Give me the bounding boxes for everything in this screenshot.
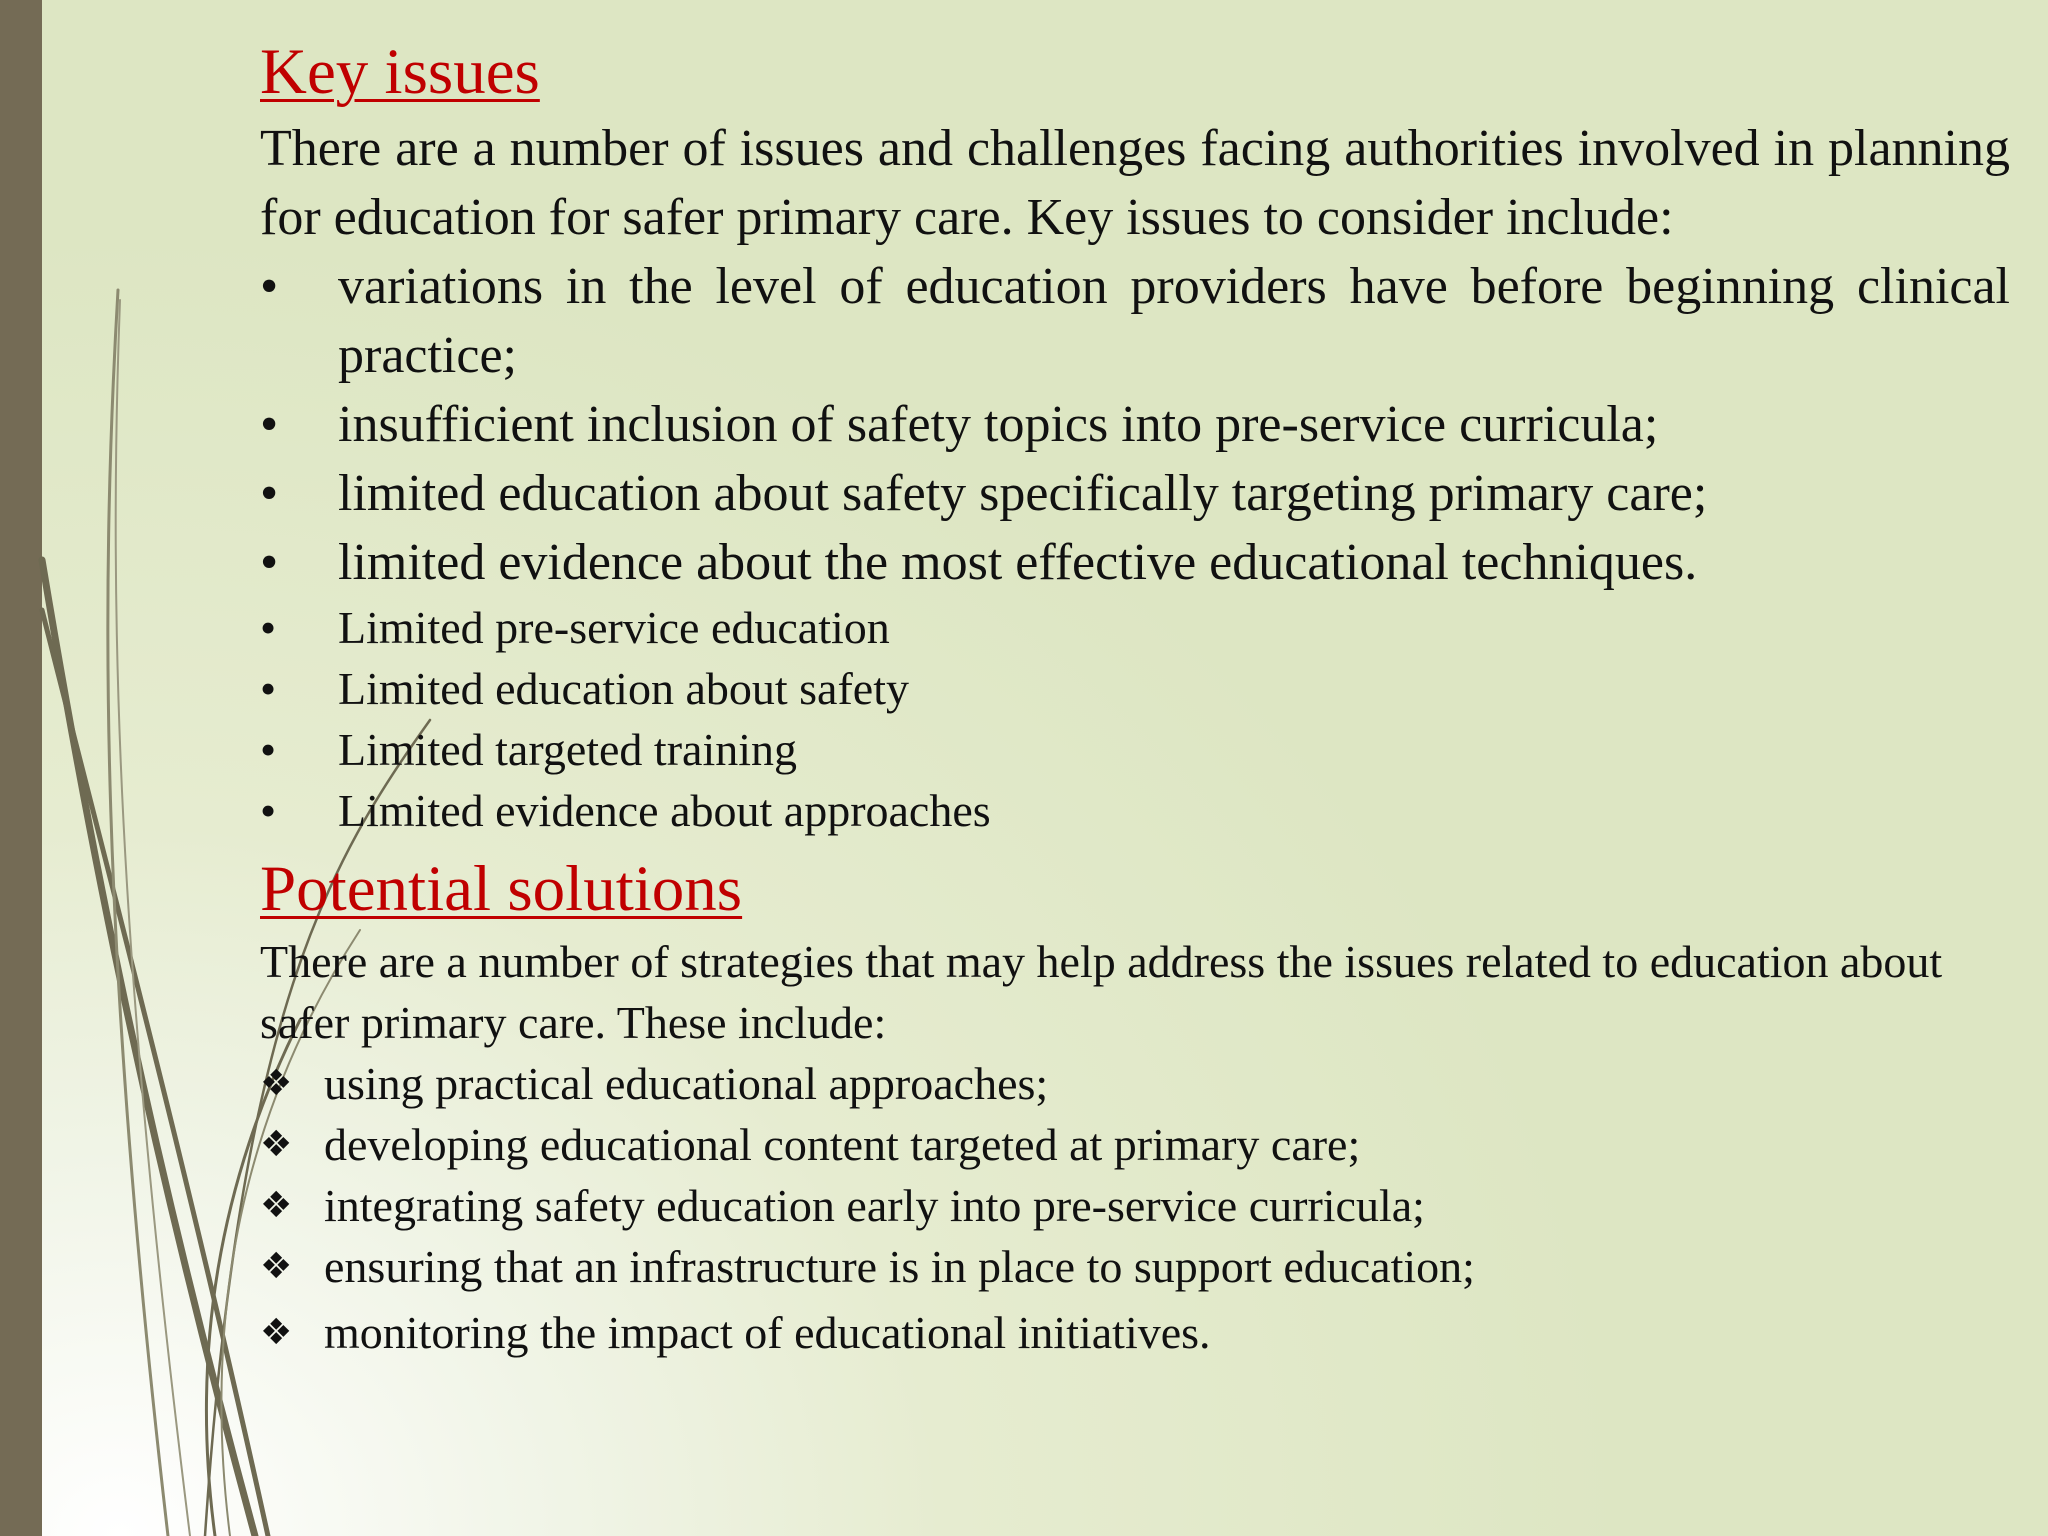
- list-item: ❖ using practical educational approaches;: [260, 1053, 2010, 1114]
- left-accent-bar: [0, 0, 42, 1536]
- bullet-icon: •: [260, 724, 277, 775]
- key-issues-intro: There are a number of issues and challenges facing authorities involved in planning for education for safer primary care. Key issues to consider include:: [260, 120, 2010, 246]
- key-issues-short-list: [260, 597, 2010, 841]
- diamond-bullet-icon: ❖: [260, 1124, 293, 1165]
- bullet-icon: •: [260, 396, 279, 453]
- potential-solutions-intro: There are a number of strategies that may help address the issues related to education about safer primary care. These include:: [260, 936, 1943, 1048]
- list-item: • Limited targeted training: [260, 719, 2010, 780]
- potential-solutions-heading: Potential solutions: [260, 853, 743, 925]
- list-item: • Limited evidence about approaches: [260, 780, 2010, 841]
- bullet-icon: •: [260, 785, 277, 836]
- list-item: • variations in the level of education providers have before beginning clinical practice;: [260, 252, 2010, 390]
- bullet-icon: •: [260, 602, 277, 653]
- list-item: • limited evidence about the most effective educational techniques.: [260, 528, 2010, 597]
- list-item: • Limited education about safety: [260, 658, 2010, 719]
- diamond-bullet-icon: ❖: [260, 1312, 293, 1353]
- key-issues-main-list: [260, 252, 2010, 597]
- grass-stroke: [42, 560, 255, 1536]
- bullet-icon: •: [260, 465, 279, 522]
- grass-stroke: [116, 300, 190, 1536]
- list-item: ❖ developing educational content targeted at primary care;: [260, 1114, 2010, 1175]
- potential-solutions-list: [260, 1053, 2010, 1363]
- list-item: ❖ integrating safety education early into pre-service curricula;: [260, 1175, 2010, 1236]
- diamond-bullet-icon: ❖: [260, 1246, 293, 1287]
- grass-stroke: [42, 610, 268, 1536]
- list-item: ❖ ensuring that an infrastructure is in place to support education;: [260, 1236, 2010, 1297]
- bullet-icon: •: [260, 663, 277, 714]
- diamond-bullet-icon: ❖: [260, 1063, 293, 1104]
- list-item: • Limited pre-service education: [260, 597, 2010, 658]
- key-issues-heading: Key issues: [260, 36, 540, 108]
- list-item: • insufficient inclusion of safety topics into pre-service curricula;: [260, 390, 2010, 459]
- list-item: • limited education about safety specifically targeting primary care;: [260, 459, 2010, 528]
- bullet-icon: •: [260, 534, 279, 591]
- list-item: ❖ monitoring the impact of educational initiatives.: [260, 1302, 2010, 1363]
- slide-content: [260, 30, 2010, 1363]
- diamond-bullet-icon: ❖: [260, 1185, 293, 1226]
- grass-stroke: [108, 290, 168, 1536]
- bullet-icon: •: [260, 258, 279, 315]
